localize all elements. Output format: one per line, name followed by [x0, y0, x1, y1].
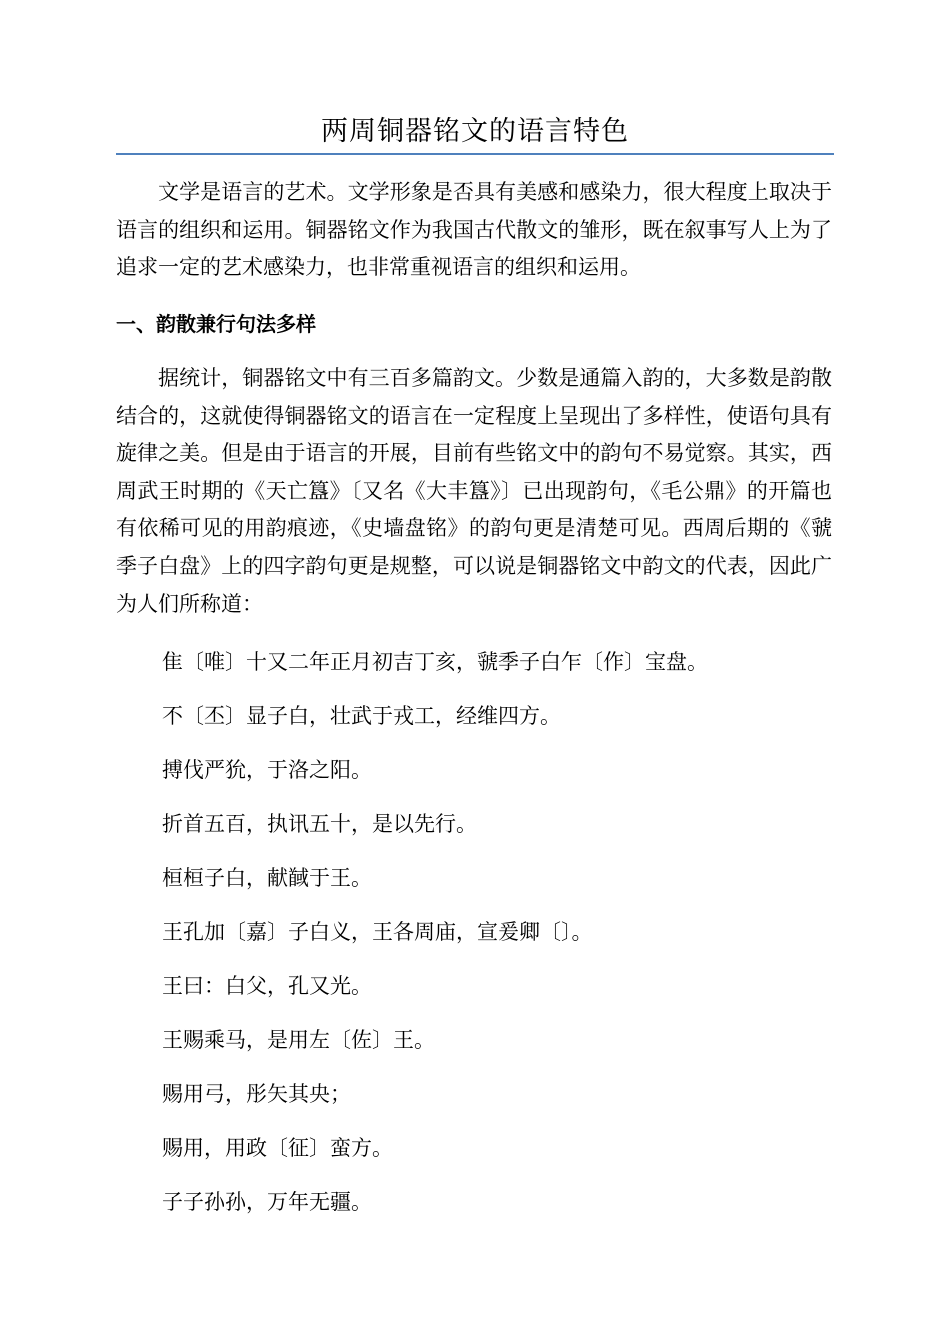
verse-line: 隹〔唯〕十又二年正月初吉丁亥，虢季子白乍〔作〕宝盘。 — [162, 650, 708, 674]
title-underline — [116, 153, 834, 155]
section-paragraph: 据统计，铜器铭文中有三百多篇韵文。少数是通篇入韵的，大多数是韵散结合的，这就使得铜器铭文的语言在一定程度上呈现出了多样性，使语句具有旋律之美。但是由于语言的开展，目前有些铭文中的韵句不易觉察。其实，西周武王时期的《天亡簋》〔又名《大丰簋》〕已出现韵句，《毛公鼎》的开篇也有依稀可见的用韵痕迹，《史墙盘铭》的韵句更是清楚可见。西周后期的《虢季子白盘》上的四字韵句更是规整，可以说是铜器铭文中韵文的代表，因此广为人们所称道： — [116, 366, 832, 616]
verse-line: 搏伐严狁，于洛之阳。 — [162, 758, 372, 782]
intro-paragraph: 文学是语言的艺术。文学形象是否具有美感和感染力，很大程度上取决于语言的组织和运用。铜器铭文作为我国古代散文的雏形，既在叙事写人上为了追求一定的艺术感染力，也非常重视语言的组织和运用。 — [116, 180, 832, 280]
verse-line: 赐用，用政〔征〕蛮方。 — [162, 1136, 393, 1160]
verse-line: 桓桓子白，献馘于王。 — [162, 866, 372, 890]
verse-line: 折首五百，执讯五十，是以先行。 — [162, 812, 477, 836]
verse-line: 子子孙孙，万年无疆。 — [162, 1190, 372, 1214]
page-title: 两周铜器铭文的语言特色 — [321, 116, 629, 147]
verse-line: 赐用弓，彤矢其央； — [162, 1082, 351, 1106]
verse-line: 王赐乘马，是用左〔佐〕王。 — [162, 1028, 435, 1052]
verse-line: 王曰：白父，孔又光。 — [162, 974, 372, 998]
verse-line: 王孔加〔嘉〕子白义，王各周庙，宣爰卿〔〕。 — [162, 920, 593, 944]
verse-line: 不〔丕〕显子白，壮武于戎工，经维四方。 — [162, 704, 561, 728]
section-heading: 一、韵散兼行句法多样 — [116, 312, 316, 336]
